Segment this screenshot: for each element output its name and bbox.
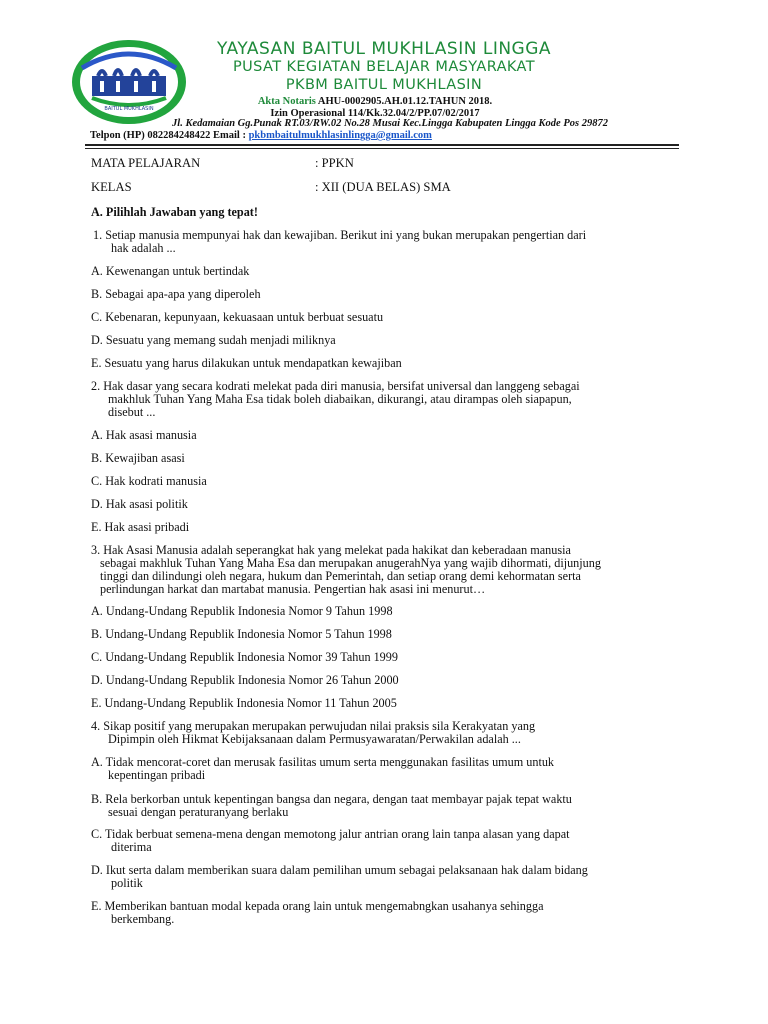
institution-name: PUSAT KEGIATAN BELAJAR MASYARAKAT [232,59,536,75]
email-link[interactable]: pkbmbaitulmukhlasinlingga@gmail.com [248,130,432,141]
question-3-line-1: 3. Hak Asasi Manusia adalah seperangkat hak yang melekat pada hakikat dan keberadaan manusia [91,543,571,557]
question-1-option-b: B. Sebagai apa-apa yang diperoleh [91,287,261,301]
question-3-option-d: D. Undang-Undang Republik Indonesia Nomor 26 Tahun 2000 [91,673,399,687]
question-4-option-c-line-1: C. Tidak berbuat semena-mena dengan memotong jalur antrian orang lain tanpa alasan yang dapat [91,827,570,841]
question-1-option-e: E. Sesuatu yang harus dilakukan untuk mendapatkan kewajiban [91,356,402,370]
question-4-option-b-line-2: sesuai dengan peraturanyang berlaku [108,805,289,819]
question-4-option-d-line-2: politik [111,876,143,890]
question-1-option-a: A. Kewenangan untuk bertindak [91,264,250,278]
question-2-option-c: C. Hak kodrati manusia [91,474,207,488]
question-4-line-2: Dipimpin oleh Hikmat Kebijaksanaan dalam Permusyawaratan/Perwakilan adalah ... [108,732,521,746]
notary-deed-value: AHU-0002905.AH.01.12.TAHUN 2018. [315,96,493,107]
pkbm-name: PKBM BAITUL MUKHLASIN [285,77,483,93]
question-2-line-2: makhluk Tuhan Yang Maha Esa tidak boleh diabaikan, dikurangi, atau dirampas oleh siapapun, [108,392,572,406]
question-4-line-1: 4. Sikap positif yang merupakan merupakan perwujudan nilai praksis sila Kerakyatan yang [91,719,536,733]
question-4-option-b-line-1: B. Rela berkorban untuk kepentingan bangsa dan negara, dengan taat membayar pajak tepat waktu [91,792,572,806]
section-heading: A. Pilihlah Jawaban yang tepat! [91,205,258,219]
header-divider-thin [85,148,679,149]
notary-deed [180,96,570,107]
logo-text: BAITUL MUKHLASIN [104,106,154,112]
foundation-name: YAYASAN BAITUL MUKHLASIN LINGGA [216,39,552,59]
question-4-option-a-line-2: kepentingan pribadi [108,768,206,782]
class-label: KELAS [91,180,132,194]
question-4-option-d-line-1: D. Ikut serta dalam memberikan suara dalam pemilihan umum sebagai pelaksanaan hak dalam bidang [91,863,588,877]
question-1-line-1: 1. Setiap manusia mempunyai hak dan kewajiban. Berikut ini yang bukan merupakan pengertian dari [93,228,587,242]
notary-deed-label: Akta Notaris [257,96,316,107]
question-3-line-2: sebagai makhluk Tuhan Yang Maha Esa dan merupakan anugerahNya yang wajib dihormati, dijunjung [100,556,601,570]
question-3-option-b: B. Undang-Undang Republik Indonesia Nomor 5 Tahun 1998 [91,627,392,641]
question-3-option-e: E. Undang-Undang Republik Indonesia Nomor 11 Tahun 2005 [91,696,397,710]
question-4-option-a-line-1: A. Tidak mencorat-coret dan merusak fasilitas umum serta menggunakan fasilitas umum untuk [91,755,555,769]
class-value: : XII (DUA BELAS) SMA [315,180,451,194]
subject-value: : PPKN [315,156,354,170]
question-2-option-e: E. Hak asasi pribadi [91,520,190,534]
address: Jl. Kedamaian Gg.Punak RT.03/RW.02 No.28 Musai Kec.Lingga Kabupaten Lingga Kode Pos 29872 [172,118,608,129]
question-3-option-a: A. Undang-Undang Republik Indonesia Nomor 9 Tahun 1998 [91,604,393,618]
question-4-option-e-line-2: berkembang. [111,912,175,926]
phone-label: Telpon (HP) 082284248422 Email : [90,130,249,141]
header-divider-thick [85,144,679,146]
operational-permit: Izin Operasional 114/Kk.32.04/2/PP.07/02/2017 [270,108,480,119]
subject-label: MATA PELAJARAN [91,156,201,170]
question-2-option-d: D. Hak asasi politik [91,497,188,511]
question-4-option-e-line-1: E. Memberikan bantuan modal kepada orang lain untuk mengemabngkan usahanya sehingga [91,899,544,913]
question-3-option-c: C. Undang-Undang Republik Indonesia Nomor 39 Tahun 1999 [91,650,398,664]
question-4-option-c-line-2: diterima [111,840,152,854]
question-2-line-1: 2. Hak dasar yang secara kodrati melekat pada diri manusia, bersifat universal dan langgeng sebagai [91,379,580,393]
question-1-line-2: hak adalah ... [111,241,176,255]
question-1-option-d: D. Sesuatu yang memang sudah menjadi miliknya [91,333,336,347]
question-2-option-b: B. Kewajiban asasi [91,451,185,465]
question-1-option-c: C. Kebenaran, kepunyaan, kekuasaan untuk berbuat sesuatu [91,310,384,324]
question-3-line-3: tinggi dan dilindungi oleh negara, hukum dan Pemerintah, dan setiap orang demi kehormatan serta [100,569,581,583]
question-2-line-3: disebut ... [108,405,156,419]
question-2-option-a: A. Hak asasi manusia [91,428,197,442]
question-3-line-4: perlindungan harkat dan martabat manusia. Pengertian hak asasi ini menurut… [100,582,486,596]
contact-line [90,130,432,141]
